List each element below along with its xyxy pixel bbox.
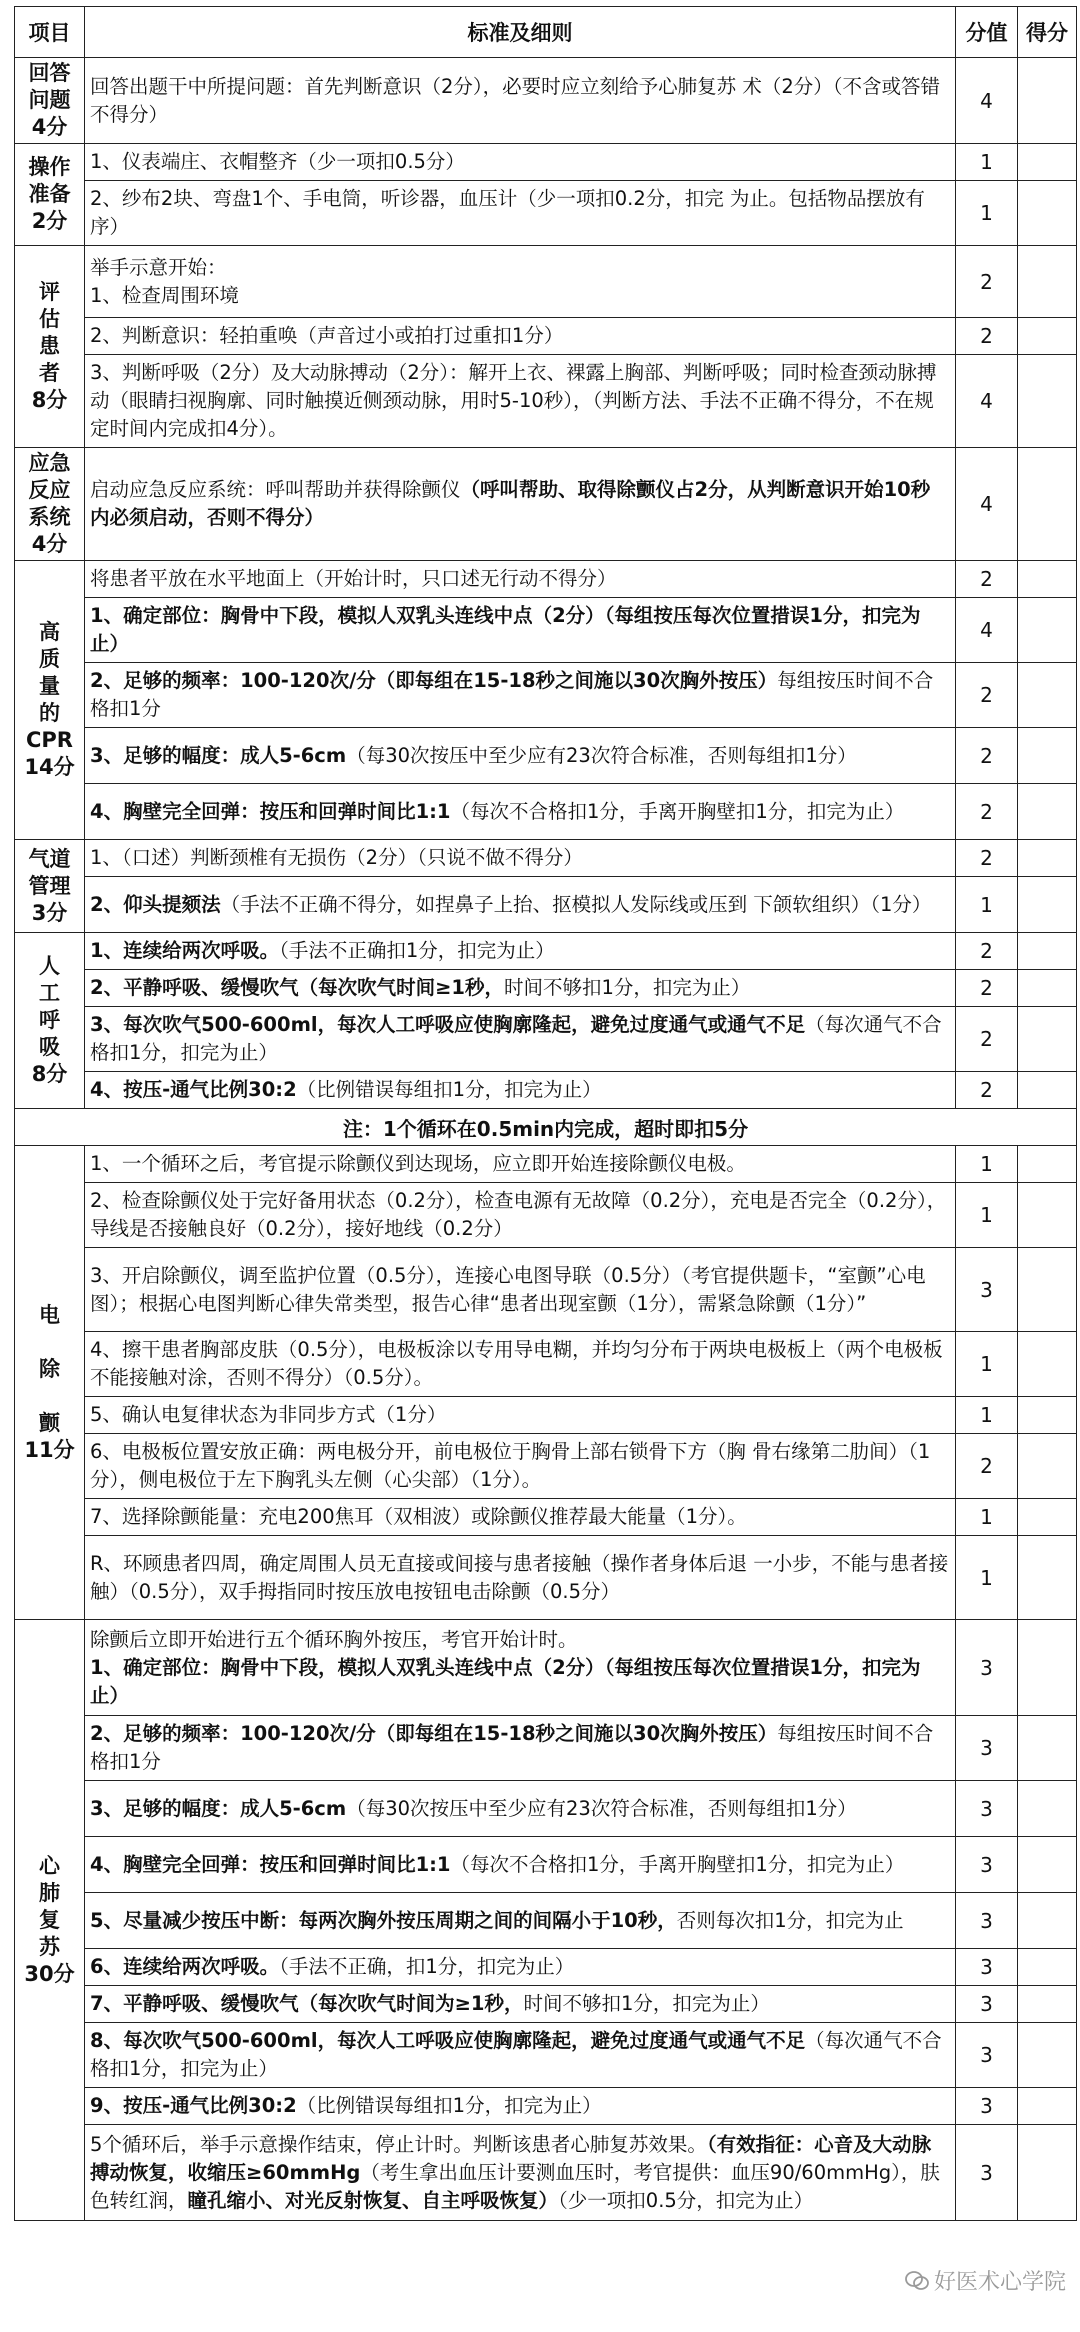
earned-score-cell[interactable] <box>1018 2088 1077 2125</box>
table-row <box>15 598 1077 663</box>
score-value: 4 <box>956 448 1018 561</box>
standard-cell <box>85 2088 956 2125</box>
score-value: 2 <box>956 1007 1018 1072</box>
earned-score-cell[interactable] <box>1018 1893 1077 1949</box>
score-value: 2 <box>956 1072 1018 1109</box>
standard-cell <box>85 1986 956 2023</box>
standard-text: 2、检查除颤仪处于完好备用状态（0.2分），检查电源有无故障（0.2分），充电是否完全（0.2分），导线是否接触良好（0.2分），接好地线（0.2分） <box>90 1189 947 1240</box>
table-row <box>15 561 1077 598</box>
header-row <box>15 7 1077 58</box>
score-value: 4 <box>956 598 1018 663</box>
table-row <box>15 144 1077 181</box>
table-row <box>15 1499 1077 1536</box>
standard-text: （每次不合格扣1分，手离开胸壁扣1分，扣完为止） <box>450 1852 905 1876</box>
standard-cell <box>85 246 956 318</box>
standard-text: 4、擦干患者胸部皮肤（0.5分），电极板涂以专用导电糊，并均匀分布于两块电极板上（两个电极板不能接触对涂，否则不得分）（0.5分）。 <box>90 1338 943 1389</box>
standard-text: （每次通气不合格扣1分，扣完为止） <box>90 2029 942 2080</box>
table-row <box>15 1397 1077 1434</box>
standard-text: （比例错误每组扣1分，扣完为止） <box>296 2094 602 2117</box>
standard-text: 3、开启除颤仪，调至监护位置（0.5分），连接心电图导联（0.5分）（考官提供题卡，“室颤”心电图）；根据心电图判断心律失常类型，报告心律“患者出现室颤（1分），需紧急除颤（1分）” <box>90 1263 926 1315</box>
standard-text: （少一项扣0.5分，扣完为止） <box>558 2188 814 2212</box>
score-value: 3 <box>956 2088 1018 2125</box>
earned-score-cell[interactable] <box>1018 1837 1077 1893</box>
standard-cell <box>85 2125 956 2221</box>
earned-score-cell[interactable] <box>1018 181 1077 246</box>
table-row <box>15 728 1077 784</box>
standard-cell <box>85 1893 956 1949</box>
standard-cell <box>85 1072 956 1109</box>
score-value: 3 <box>956 1986 1018 2023</box>
table-row <box>15 2023 1077 2088</box>
standard-cell <box>85 355 956 448</box>
standard-text: 1、（口述）判断颈椎有无损伤（2分）（只说不做不得分） <box>90 846 583 869</box>
score-value: 1 <box>956 1536 1018 1620</box>
standard-text-bold: 2、仰头提颏法 <box>90 892 221 916</box>
section-label: 电 除 颤 11分 <box>15 1146 85 1620</box>
standard-text: 3、判断呼吸（2分）及大动脉搏动（2分）：解开上衣、裸露上胸部、判断呼吸；同时检查颈动脉搏动（眼睛扫视胸廓、同时触摸近侧颈动脉，用时5-10秒），（判断方法、手法不正确不得分，不在规定时间内完成扣4分）。 <box>90 361 937 440</box>
standard-text: 7、选择除颤能量：充电200焦耳（双相波）或除颤仪推荐最大能量（1分）。 <box>90 1505 747 1528</box>
table-row <box>15 1620 1077 1716</box>
standard-text: （比例错误每组扣1分，扣完为止） <box>296 1078 602 1101</box>
standard-cell <box>85 144 956 181</box>
table-row <box>15 784 1077 840</box>
section-label: 操作 准备 2分 <box>15 144 85 246</box>
table-row <box>15 1949 1077 1986</box>
score-value: 2 <box>956 246 1018 318</box>
earned-score-cell[interactable] <box>1018 784 1077 840</box>
header-earned: 得分 <box>1018 7 1077 58</box>
earned-score-cell[interactable] <box>1018 561 1077 598</box>
earned-score-cell[interactable] <box>1018 144 1077 181</box>
earned-score-cell[interactable] <box>1018 1007 1077 1072</box>
score-value: 3 <box>956 1248 1018 1332</box>
standard-cell <box>85 1716 956 1781</box>
standard-text: 时间不够扣1分，扣完为止） <box>503 976 751 999</box>
standard-text-bold: 2、足够的频率：100-120次/分（即每组在15-18秒之间施以30次胸外按压） <box>90 1722 778 1745</box>
table-body <box>15 58 1077 2221</box>
score-value: 3 <box>956 1620 1018 1716</box>
standard-text: （每次通气不合格扣1分，扣完为止） <box>90 1013 942 1064</box>
score-value: 2 <box>956 663 1018 728</box>
standard-text: 1、仪表端庄、衣帽整齐（少一项扣0.5分） <box>90 150 465 173</box>
table-row <box>15 1146 1077 1183</box>
standard-text-bold: 8、每次吹气500-600ml，每次人工呼吸应使胸廓隆起，避免过度通气或通气不足 <box>90 2029 806 2052</box>
section-label: 高 质 量 的 CPR 14分 <box>15 561 85 840</box>
standard-text: （每次不合格扣1分，手离开胸壁扣1分，扣完为止） <box>450 799 905 823</box>
standard-text: 除颤后立即开始进行五个循环胸外按压，考官开始计时。 <box>90 1627 578 1651</box>
score-value: 2 <box>956 933 1018 970</box>
table-row <box>15 318 1077 355</box>
table-row <box>15 970 1077 1007</box>
standard-cell <box>85 1949 956 1986</box>
standard-cell <box>85 1007 956 1072</box>
standard-text: 每组按压时间不合格扣1分 <box>90 1722 934 1773</box>
score-value: 1 <box>956 1397 1018 1434</box>
score-value: 1 <box>956 877 1018 933</box>
standard-text: 时间不够扣1分，扣完为止） <box>523 1992 770 2015</box>
score-value: 3 <box>956 2125 1018 2221</box>
earned-score-cell[interactable] <box>1018 1499 1077 1536</box>
earned-score-cell[interactable] <box>1018 1183 1077 1248</box>
standard-cell <box>85 840 956 877</box>
standard-cell <box>85 448 956 561</box>
earned-score-cell[interactable] <box>1018 1434 1077 1499</box>
score-value: 1 <box>956 181 1018 246</box>
standard-text: 2、判断意识：轻拍重唤（声音过小或拍打过重扣1分） <box>90 324 564 347</box>
section-label: 气道 管理 3分 <box>15 840 85 933</box>
standard-cell <box>85 2023 956 2088</box>
standard-cell <box>85 1837 956 1893</box>
score-value: 1 <box>956 1146 1018 1183</box>
standard-cell <box>85 1434 956 1499</box>
standard-text: （手法不正确不得分，如捏鼻子上抬、抠模拟人发际线或压到 下颌软组织）（1分） <box>220 892 932 916</box>
standard-text-bold: 4、胸壁完全回弹：按压和回弹时间比1:1 <box>90 1852 451 1876</box>
earned-score-cell[interactable] <box>1018 1949 1077 1986</box>
header-item: 项目 <box>15 7 85 58</box>
score-value: 2 <box>956 728 1018 784</box>
earned-score-cell[interactable] <box>1018 970 1077 1007</box>
standard-text: （每30次按压中至少应有23次符合标准，否则每组扣1分） <box>346 1796 857 1820</box>
standard-text: R、环顾患者四周，确定周围人员无直接或间接与患者接触（操作者身体后退 一小步，不能与患者接触）（0.5分），双手拇指同时按压放电按钮电击除颤（0.5分） <box>90 1551 949 1603</box>
header-standard: 标准及细则 <box>85 7 956 58</box>
earned-score-cell[interactable] <box>1018 1397 1077 1434</box>
standard-cell <box>85 1536 956 1620</box>
score-value: 2 <box>956 970 1018 1007</box>
table-row <box>15 877 1077 933</box>
table-row <box>15 448 1077 561</box>
earned-score-cell[interactable] <box>1018 1146 1077 1183</box>
table-row <box>15 246 1077 318</box>
standard-cell <box>85 1499 956 1536</box>
score-value: 2 <box>956 840 1018 877</box>
earned-score-cell[interactable] <box>1018 1986 1077 2023</box>
standard-cell <box>85 1781 956 1837</box>
score-value: 2 <box>956 318 1018 355</box>
standard-text: 否则每次扣1分，扣完为止 <box>676 1908 904 1932</box>
earned-score-cell[interactable] <box>1018 58 1077 144</box>
table-row <box>15 1183 1077 1248</box>
standard-text: 回答出题干中所提问题：首先判断意识（2分），必要时应立刻给予心肺复苏 术（2分）（不含或答错不得分） <box>90 74 941 126</box>
header-score: 分值 <box>956 7 1018 58</box>
watermark <box>904 2265 1066 2296</box>
table-row <box>15 1332 1077 1397</box>
score-value: 1 <box>956 1183 1018 1248</box>
section-label: 应急 反应 系统 4分 <box>15 448 85 561</box>
score-value: 3 <box>956 1893 1018 1949</box>
standard-cell <box>85 728 956 784</box>
standard-text: 举手示意开始： 1、检查周围环境 <box>90 255 239 307</box>
score-value: 2 <box>956 784 1018 840</box>
standard-cell <box>85 1620 956 1716</box>
standard-text: （考生拿出血压计要测血压时，考官提供：血压90/60mmHg），肤色转红润， <box>90 2160 940 2212</box>
standard-cell <box>85 970 956 1007</box>
score-value: 4 <box>956 355 1018 448</box>
score-value: 3 <box>956 1949 1018 1986</box>
earned-score-cell[interactable] <box>1018 877 1077 933</box>
score-value: 3 <box>956 1716 1018 1781</box>
watermark-text: 好医术心学院 <box>933 2270 1066 2295</box>
standard-text-bold: 2、平静呼吸、缓慢吹气（每次吹气时间≥1秒， <box>90 976 504 999</box>
note-text: 注：1个循环在0.5min内完成，超时即扣5分 <box>15 1109 1077 1146</box>
standard-cell <box>85 1183 956 1248</box>
cpr-scoring-table <box>14 6 1077 2221</box>
earned-score-cell[interactable] <box>1018 2023 1077 2088</box>
standard-text-bold: 3、足够的幅度：成人5-6cm <box>90 1796 347 1820</box>
section-label: 回答 问题 4分 <box>15 58 85 144</box>
standard-text-bold: 1、确定部位：胸骨中下段，模拟人双乳头连线中点（2分）（每组按压每次位置措误1分，扣完为止） <box>90 1655 921 1707</box>
score-value: 3 <box>956 1781 1018 1837</box>
section-label: 心 肺 复 苏 30分 <box>15 1620 85 2221</box>
earned-score-cell[interactable] <box>1018 933 1077 970</box>
table-row <box>15 58 1077 144</box>
standard-text: 将患者平放在水平地面上（开始计时，只口述无行动不得分） <box>90 567 617 590</box>
table-row <box>15 933 1077 970</box>
earned-score-cell[interactable] <box>1018 2125 1077 2221</box>
standard-cell <box>85 318 956 355</box>
earned-score-cell[interactable] <box>1018 840 1077 877</box>
standard-cell <box>85 784 956 840</box>
score-value: 3 <box>956 1837 1018 1893</box>
score-value: 1 <box>956 144 1018 181</box>
standard-text: 5个循环后，举手示意操作结束，停止计时。判断该患者心肺复苏效果。 <box>90 2132 707 2156</box>
score-value: 3 <box>956 2023 1018 2088</box>
table-row <box>15 1893 1077 1949</box>
note-row <box>15 1109 1077 1146</box>
standard-text: 启动应急反应系统：呼叫帮助并获得除颤仪 <box>90 478 461 501</box>
score-value: 2 <box>956 561 1018 598</box>
table-row <box>15 1007 1077 1072</box>
score-value: 1 <box>956 1499 1018 1536</box>
standard-text-bold: （有效指征：心音及大动脉搏动恢复，收缩压≥60mmHg <box>90 2132 932 2184</box>
standard-text-bold: 3、每次吹气500-600ml，每次人工呼吸应使胸廓隆起，避免过度通气或通气不足 <box>90 1013 806 1036</box>
earned-score-cell[interactable] <box>1018 663 1077 728</box>
table-row <box>15 663 1077 728</box>
standard-cell <box>85 1146 956 1183</box>
earned-score-cell[interactable] <box>1018 1716 1077 1781</box>
table-row <box>15 2088 1077 2125</box>
table-row <box>15 1716 1077 1781</box>
standard-text: 每组按压时间不合格扣1分 <box>90 669 934 720</box>
standard-cell <box>85 1397 956 1434</box>
table-row <box>15 840 1077 877</box>
standard-text: （手法不正确扣1分，扣完为止） <box>279 939 555 962</box>
earned-score-cell[interactable] <box>1018 1072 1077 1109</box>
table-row <box>15 1072 1077 1109</box>
standard-text: 5、确认电复律状态为非同步方式（1分） <box>90 1403 447 1426</box>
table-row <box>15 1434 1077 1499</box>
standard-cell <box>85 598 956 663</box>
table-row <box>15 355 1077 448</box>
earned-score-cell[interactable] <box>1018 1620 1077 1716</box>
earned-score-cell[interactable] <box>1018 246 1077 318</box>
earned-score-cell[interactable] <box>1018 448 1077 561</box>
table-row <box>15 1837 1077 1893</box>
standard-text-bold: 9、按压-通气比例30:2 <box>90 2094 297 2117</box>
section-label: 评 估 患 者 8分 <box>15 246 85 448</box>
standard-cell <box>85 877 956 933</box>
standard-cell <box>85 561 956 598</box>
standard-text-bold: 1、连续给两次呼吸。 <box>90 939 280 962</box>
standard-text-bold: 2、足够的频率：100-120次/分（即每组在15-18秒之间施以30次胸外按压） <box>90 669 778 692</box>
earned-score-cell[interactable] <box>1018 1248 1077 1332</box>
standard-text-bold: 4、按压-通气比例30:2 <box>90 1078 297 1101</box>
earned-score-cell[interactable] <box>1018 598 1077 663</box>
earned-score-cell[interactable] <box>1018 1536 1077 1620</box>
standard-text: 1、一个循环之后，考官提示除颤仪到达现场，应立即开始连接除颤仪电极。 <box>90 1152 746 1175</box>
earned-score-cell[interactable] <box>1018 728 1077 784</box>
standard-text-bold: 瞳孔缩小、对光反射恢复、自主呼吸恢复） <box>187 2188 559 2212</box>
score-value: 4 <box>956 58 1018 144</box>
standard-cell <box>85 1332 956 1397</box>
score-value: 1 <box>956 1332 1018 1397</box>
earned-score-cell[interactable] <box>1018 318 1077 355</box>
standard-text-bold: 3、足够的幅度：成人5-6cm <box>90 743 347 767</box>
standard-cell <box>85 58 956 144</box>
standard-cell <box>85 663 956 728</box>
standard-text-bold: 5、尽量减少按压中断：每两次胸外按压周期之间的间隔小于10秒， <box>90 1908 677 1932</box>
table-row <box>15 181 1077 246</box>
standard-text: （手法不正确，扣1分，扣完为止） <box>279 1955 575 1978</box>
section-label: 人 工 呼 吸 8分 <box>15 933 85 1109</box>
score-value: 2 <box>956 1434 1018 1499</box>
earned-score-cell[interactable] <box>1018 1332 1077 1397</box>
standard-text-bold: 4、胸壁完全回弹：按压和回弹时间比1:1 <box>90 799 451 823</box>
standard-cell <box>85 1248 956 1332</box>
table-row <box>15 1536 1077 1620</box>
standard-text: 2、纱布2块、弯盘1个、手电筒，听诊器，血压计（少一项扣0.2分，扣完 为止。包括物品摆放有序） <box>90 187 925 238</box>
table-row <box>15 1248 1077 1332</box>
scoring-sheet <box>14 6 1076 2221</box>
earned-score-cell[interactable] <box>1018 355 1077 448</box>
standard-text-bold: 1、确定部位：胸骨中下段，模拟人双乳头连线中点（2分）（每组按压每次位置措误1分，扣完为止） <box>90 604 921 655</box>
standard-text: （每30次按压中至少应有23次符合标准，否则每组扣1分） <box>346 743 857 767</box>
standard-text-bold: （呼叫帮助、取得除颤仪占2分，从判断意识开始10秒内必须启动，否则不得分） <box>90 478 931 529</box>
standard-text-bold: 6、连续给两次呼吸。 <box>90 1955 280 1978</box>
table-row <box>15 1986 1077 2023</box>
earned-score-cell[interactable] <box>1018 1781 1077 1837</box>
wechat-icon <box>904 2268 930 2294</box>
table-row <box>15 1781 1077 1837</box>
standard-cell <box>85 181 956 246</box>
standard-cell <box>85 933 956 970</box>
standard-text-bold: 7、平静呼吸、缓慢吹气（每次吹气时间为≥1秒， <box>90 1992 524 2015</box>
standard-text: 6、电极板位置安放正确：两电极分开，前电极位于胸骨上部右锁骨下方（胸 骨右缘第二肋间）（1分），侧电极位于左下胸乳头左侧（心尖部）（1分）。 <box>90 1440 931 1491</box>
table-row <box>15 2125 1077 2221</box>
